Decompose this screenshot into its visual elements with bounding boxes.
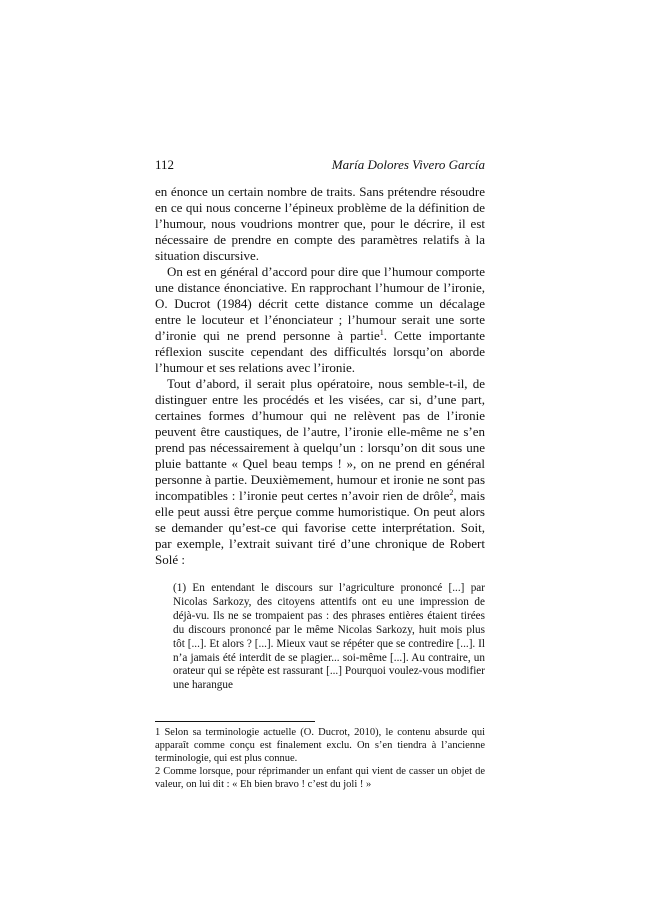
paragraph-2-text-b: . Cette importante réflexion suscite cependant des difficultés lorsqu’on aborde l’humour et ses relations avec l’ironie. [155,328,485,375]
paragraph-3 [155,376,485,568]
footnote-divider [155,721,315,722]
paragraph-3-text-a: Tout d’abord, il serait plus opératoire, nous semble-t-il, de distinguer entre les procédés et les visées, car si, d’une part, certaines formes d’humour qui ne relèvent pas de l’ironie peuvent être caustiques, de l’autre, l’ironie elle-même ne s’en prend pas nécessairement à quelqu’un : lorsqu’on dit sous une pluie battante « Quel beau temps ! », on ne prend en général personne à partie. Deuxièmement, humour et ironie ne sont pas incompatibles : l’ironie peut certes n’avoir rien de drôle [155,376,485,503]
running-head [155,157,485,173]
paragraph-1: en énonce un certain nombre de traits. Sans prétendre résoudre en ce qui nous concerne l’épineux problème de la définition de l’humour, nous voudrions montrer que, pour le décrire, il est nécessaire de prendre en compte des paramètres relatifs à la situation discursive. [155,184,485,263]
paragraph-2 [155,264,485,376]
paragraph-2-text-a: On est en général d’accord pour dire que l’humour comporte une distance énonciative. En rapprochant l’humour de l’ironie, O. Ducrot (1984) décrit cette distance comme un décalage entre le locuteur et l’énonciateur ; l’humour serait une sorte d’ironie qui ne prend personne à partie [155,264,485,343]
footnote-1: 1 Selon sa terminologie actuelle (O. Ducrot, 2010), le contenu absurde qui apparaît comme conçu est finalement exclu. On s’en tiendra à l’ancienne terminologie, qui est plus connue. [155,727,485,765]
footnote-ref-2: 2 [449,488,454,497]
footnote-2: 2 Comme lorsque, pour réprimander un enfant qui vient de casser un objet de valeur, on lui dit : « Eh bien bravo ! c’est du joli ! » [155,766,485,791]
page [155,157,485,791]
paragraph-3-text-b: , mais elle peut aussi être perçue comme humoristique. On peut alors se demander qu’est-ce qui favorise cette interprétation. Soit, par exemple, l’extrait suivant tiré d’une chronique de Robert Solé : [155,488,485,567]
running-head-author: María Dolores Vivero García [331,157,485,172]
page-number: 112 [155,157,175,172]
example-quote: (1) En entendant le discours sur l’agriculture prononcé [...] par Nicolas Sarkozy, des citoyens attentifs ont eu une impression de déjà-vu. Ils ne se trompaient pas : des phrases entières étaient tirées du discours prononcé par le même Nicolas Sarkozy, huit mois plus tôt [...]. Et alors ? [...]. Mieux vaut se répéter que se contredire [...]. Il n’a jamais été interdit de se plagier... soi-même [...]. Au contraire, un orateur qui se répète est rassurant [...] Pourquoi voulez-vous modifier une harangue [173,582,485,692]
footnote-ref-1: 1 [379,328,384,337]
